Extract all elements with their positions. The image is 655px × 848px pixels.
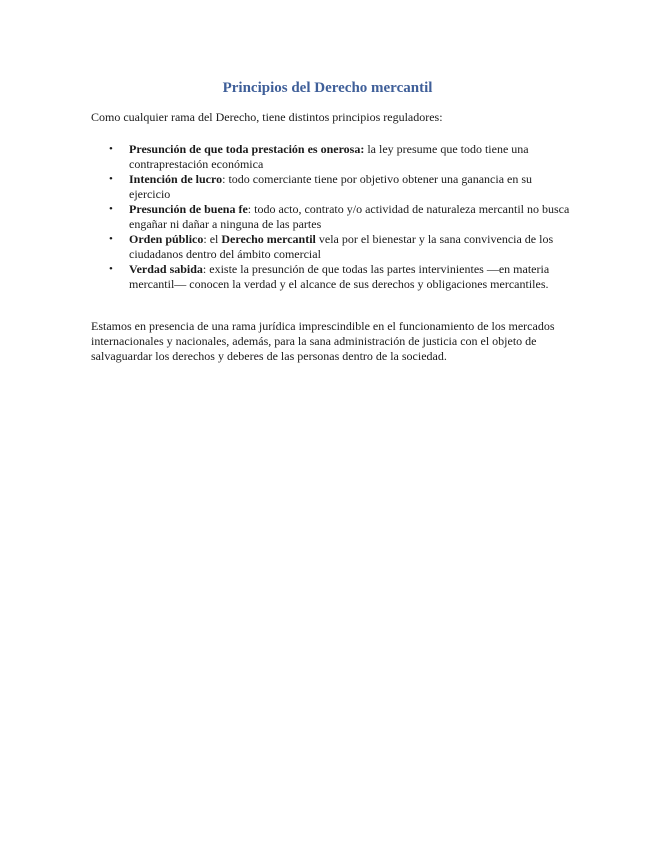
principle-public-order	[91, 232, 571, 262]
principle-known-truth	[91, 262, 571, 292]
principle-connector: : el	[203, 232, 222, 246]
intro-paragraph: Como cualquier rama del Derecho, tiene distintos principios reguladores:	[91, 110, 443, 124]
principle-term: Orden público	[129, 232, 204, 246]
principle-profit-intention	[91, 172, 571, 202]
closing-paragraph: Estamos en presencia de una rama jurídica imprescindible en el funcionamiento de los mercados internacionales y nacionales, además, para la sana administración de justicia con el objeto de salvaguardar los derechos y deberes de las personas dentro de la sociedad.	[91, 319, 555, 363]
bullet-icon: •	[109, 233, 113, 245]
principles-list	[91, 142, 571, 292]
bullet-icon: •	[109, 263, 113, 275]
principle-term: Presunción de buena fe	[129, 202, 248, 216]
principle-term-secondary: Derecho mercantil	[221, 232, 316, 246]
bullet-icon: •	[109, 173, 113, 185]
bullet-icon: •	[109, 143, 113, 155]
principle-description: la ley presume que todo tiene una contraprestación económica	[129, 142, 529, 171]
principle-description: : existe la presunción de que todas las partes intervinientes —en materia mercantil— conocen la verdad y el alcance de sus derechos y obligaciones mercantiles.	[129, 262, 550, 291]
bullet-icon: •	[109, 203, 113, 215]
principle-term: Verdad sabida	[129, 262, 203, 276]
principle-description: vela por el bienestar y la sana convivencia de los ciudadanos dentro del ámbito comercial	[129, 232, 554, 261]
principle-description: : todo acto, contrato y/o actividad de naturaleza mercantil no busca engañar ni dañar a ninguna de las partes	[129, 202, 570, 231]
principle-good-faith	[91, 202, 571, 232]
principle-onerosity	[91, 142, 571, 172]
principle-term: Presunción de que toda prestación es onerosa:	[129, 142, 365, 156]
principle-description: : todo comerciante tiene por objetivo obtener una ganancia en su ejercicio	[129, 172, 533, 201]
document-title: Principios del Derecho mercantil	[222, 80, 433, 96]
principle-term: Intención de lucro	[129, 172, 223, 186]
